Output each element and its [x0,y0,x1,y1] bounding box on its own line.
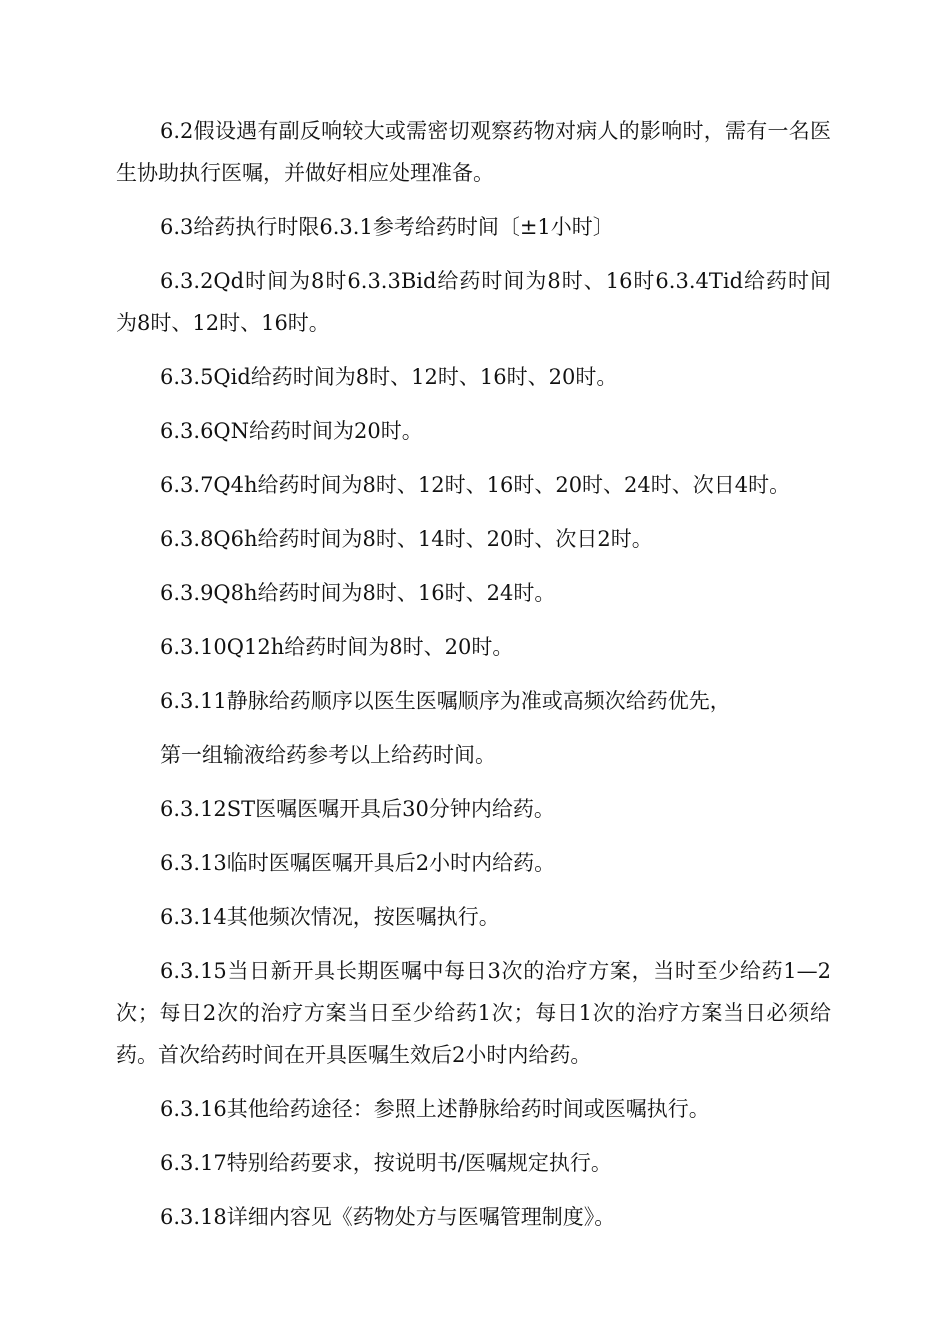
paragraph-6-3-11: 6.3.11静脉给药顺序以医生医嘱顺序为准或高频次给药优先， [160,689,731,713]
paragraph-6-3-5: 6.3.5Qid给药时间为8时、12时、16时、20时。 [160,365,618,389]
paragraph-6-3-15: 6.3.15当日新开具长期医嘱中每日3次的治疗方案，当时至少给药1—2次；每日2次的治疗方案当日至少给药1次；每日1次的治疗方案当日必须给药。首次给药时间在开具医嘱生效后2小时内给药。 [116,959,831,1067]
paragraph-6-3-9: 6.3.9Q8h给药时间为8时、16时、24时。 [160,581,556,605]
paragraph-6-3-14: 6.3.14其他频次情况，按医嘱执行。 [160,905,500,929]
paragraph-6-3-6: 6.3.6QN给药时间为20时。 [160,419,423,443]
paragraph-6-2: 6.2假设遇有副反响较大或需密切观察药物对病人的影响时，需有一名医生协助执行医嘱，并做好相应处理准备。 [116,119,831,185]
paragraph-6-3-10: 6.3.10Q12h给药时间为8时、20时。 [160,635,514,659]
paragraph-6-3-12: 6.3.12ST医嘱医嘱开具后30分钟内给药。 [160,797,555,821]
paragraph-6-3-2: 6.3.2Qd时间为8时6.3.3Bid给药时间为8时、16时6.3.4Tid给药时间为8时、12时、16时。 [116,269,831,335]
paragraph-6-3-7: 6.3.7Q4h给药时间为8时、12时、16时、20时、24时、次日4时。 [160,473,791,497]
paragraph-6-3-18: 6.3.18详细内容见《药物处方与医嘱管理制度》。 [160,1205,616,1229]
document-body [116,110,831,1250]
paragraph-6-3-13: 6.3.13临时医嘱医嘱开具后2小时内给药。 [160,851,556,875]
paragraph-6-3: 6.3给药执行时限6.3.1参考给药时间〔±1小时〕 [160,215,614,239]
paragraph-6-3-8: 6.3.8Q6h给药时间为8时、14时、20时、次日2时。 [160,527,653,551]
paragraph-6-3-16: 6.3.16其他给药途径：参照上述静脉给药时间或医嘱执行。 [160,1097,710,1121]
paragraph-6-3-17: 6.3.17特别给药要求，按说明书/医嘱规定执行。 [160,1151,612,1175]
paragraph-6-3-11-cont: 第一组输液给药参考以上给药时间。 [160,743,496,767]
